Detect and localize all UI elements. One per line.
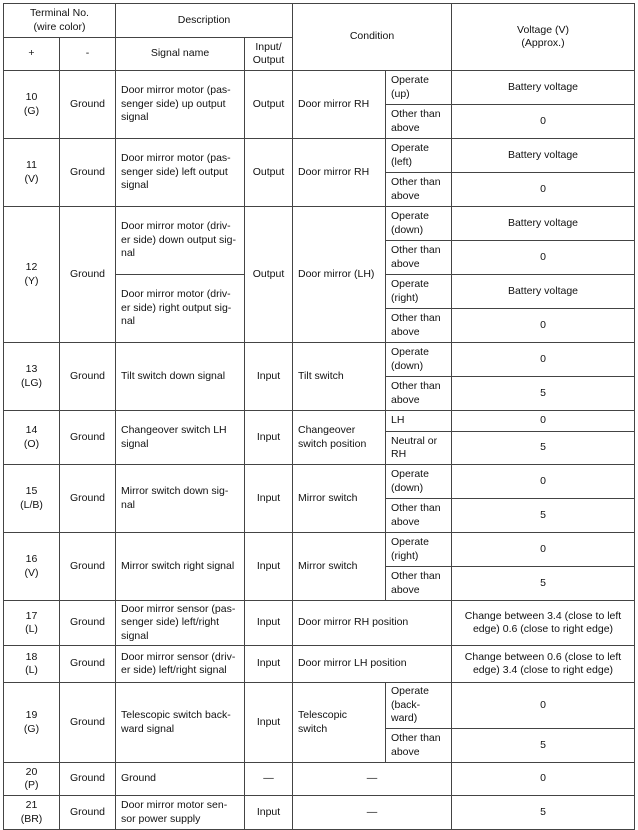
voltage-cell: 5 <box>452 377 635 411</box>
io-cell: Output <box>245 207 293 343</box>
table-row <box>4 533 635 567</box>
condition-cell: Door mirror RH position <box>293 601 452 646</box>
ground-cell: Ground <box>60 533 116 601</box>
table-row <box>4 343 635 377</box>
table-row <box>4 207 635 241</box>
voltage-cell: 5 <box>452 499 635 533</box>
sub-condition-cell: Operate (down) <box>386 207 452 241</box>
condition-cell: Telescopic switch <box>293 683 386 763</box>
terminal-cell: 16 (V) <box>4 533 60 601</box>
signal-name-cell: Changeover switch LH signal <box>116 411 245 465</box>
voltage-cell: 0 <box>452 763 635 796</box>
signal-name-cell: Door mirror sensor (pas- senger side) left/right signal <box>116 601 245 646</box>
io-cell: Input <box>245 601 293 646</box>
io-cell: Input <box>245 411 293 465</box>
ground-cell: Ground <box>60 465 116 533</box>
voltage-cell: 0 <box>452 533 635 567</box>
ground-cell: Ground <box>60 207 116 343</box>
voltage-cell: 5 <box>452 567 635 601</box>
sub-condition-cell: Operate (down) <box>386 465 452 499</box>
voltage-cell: Battery voltage <box>452 71 635 105</box>
terminal-cell: 17 (L) <box>4 601 60 646</box>
ground-cell: Ground <box>60 343 116 411</box>
condition-cell: Changeover switch position <box>293 411 386 465</box>
condition-cell: Tilt switch <box>293 343 386 411</box>
voltage-cell: Change between 0.6 (close to left edge) 3.4 (close to right edge) <box>452 646 635 683</box>
io-cell: Input <box>245 796 293 830</box>
condition-cell: Mirror switch <box>293 533 386 601</box>
signal-name-cell: Door mirror motor sen- sor power supply <box>116 796 245 830</box>
header-signal-name: Signal name <box>116 38 245 71</box>
terminal-cell: 13 (LG) <box>4 343 60 411</box>
ground-cell: Ground <box>60 763 116 796</box>
terminal-cell: 12 (Y) <box>4 207 60 343</box>
sub-condition-cell: Operate (down) <box>386 343 452 377</box>
terminal-cell: 15 (L/B) <box>4 465 60 533</box>
io-cell: Input <box>245 533 293 601</box>
sub-condition-cell: Neutral or RH <box>386 432 452 465</box>
sub-condition-cell: Other than above <box>386 105 452 139</box>
condition-cell: — <box>293 763 452 796</box>
signal-name-cell: Door mirror motor (pas- senger side) left output signal <box>116 139 245 207</box>
terminal-cell: 18 (L) <box>4 646 60 683</box>
table-row <box>4 796 635 830</box>
sub-condition-cell: Other than above <box>386 567 452 601</box>
ground-cell: Ground <box>60 601 116 646</box>
io-cell: Input <box>245 646 293 683</box>
terminal-cell: 10 (G) <box>4 71 60 139</box>
io-cell: Input <box>245 343 293 411</box>
io-cell: Input <box>245 683 293 763</box>
table-row <box>4 465 635 499</box>
table-row <box>4 139 635 173</box>
terminal-cell: 11 (V) <box>4 139 60 207</box>
sub-condition-cell: Other than above <box>386 377 452 411</box>
io-cell: Output <box>245 139 293 207</box>
sub-condition-cell: Other than above <box>386 499 452 533</box>
voltage-cell: 0 <box>452 309 635 343</box>
voltage-cell: Change between 3.4 (close to left edge) 0.6 (close to right edge) <box>452 601 635 646</box>
table-row <box>4 646 635 683</box>
header-input-output: Input/ Output <box>245 38 293 71</box>
ground-cell: Ground <box>60 139 116 207</box>
header-minus: - <box>60 38 116 71</box>
header-voltage: Voltage (V) (Approx.) <box>452 4 635 71</box>
ground-cell: Ground <box>60 646 116 683</box>
terminal-cell: 14 (O) <box>4 411 60 465</box>
signal-name-cell: Door mirror sensor (driv- er side) left/right signal <box>116 646 245 683</box>
header-plus: + <box>4 38 60 71</box>
io-cell: — <box>245 763 293 796</box>
table-row <box>4 411 635 432</box>
voltage-cell: 5 <box>452 432 635 465</box>
table-row <box>4 683 635 729</box>
header-condition: Condition <box>293 4 452 71</box>
voltage-cell: Battery voltage <box>452 139 635 173</box>
table-row <box>4 71 635 105</box>
voltage-cell: Battery voltage <box>452 275 635 309</box>
ground-cell: Ground <box>60 411 116 465</box>
signal-name-cell: Door mirror motor (driv- er side) down output sig- nal <box>116 207 245 275</box>
voltage-cell: 0 <box>452 683 635 729</box>
signal-name-cell: Ground <box>116 763 245 796</box>
voltage-cell: 5 <box>452 796 635 830</box>
header-description: Description <box>116 4 293 38</box>
terminal-cell: 20 (P) <box>4 763 60 796</box>
condition-cell: Mirror switch <box>293 465 386 533</box>
ground-cell: Ground <box>60 796 116 830</box>
sub-condition-cell: Other than above <box>386 729 452 763</box>
condition-cell: Door mirror RH <box>293 71 386 139</box>
condition-cell: Door mirror (LH) <box>293 207 386 343</box>
ground-cell: Ground <box>60 683 116 763</box>
header-terminal-no: Terminal No. (wire color) <box>4 4 116 38</box>
signal-name-cell: Door mirror motor (pas- senger side) up output signal <box>116 71 245 139</box>
sub-condition-cell: Operate (right) <box>386 533 452 567</box>
voltage-cell: 5 <box>452 729 635 763</box>
terminal-cell: 21 (BR) <box>4 796 60 830</box>
terminal-cell: 19 (G) <box>4 683 60 763</box>
sub-condition-cell: Other than above <box>386 309 452 343</box>
sub-condition-cell: Operate (up) <box>386 71 452 105</box>
signal-name-cell: Mirror switch right signal <box>116 533 245 601</box>
sub-condition-cell: Other than above <box>386 173 452 207</box>
sub-condition-cell: Operate (back- ward) <box>386 683 452 729</box>
condition-cell: — <box>293 796 452 830</box>
voltage-cell: 0 <box>452 343 635 377</box>
voltage-cell: 0 <box>452 173 635 207</box>
signal-name-cell: Telescopic switch back- ward signal <box>116 683 245 763</box>
voltage-cell: 0 <box>452 465 635 499</box>
voltage-cell: 0 <box>452 241 635 275</box>
sub-condition-cell: LH <box>386 411 452 432</box>
io-cell: Output <box>245 71 293 139</box>
condition-cell: Door mirror RH <box>293 139 386 207</box>
voltage-cell: Battery voltage <box>452 207 635 241</box>
voltage-cell: 0 <box>452 411 635 432</box>
signal-name-cell: Door mirror motor (driv- er side) right output sig- nal <box>116 275 245 343</box>
table-row <box>4 763 635 796</box>
ground-cell: Ground <box>60 71 116 139</box>
sub-condition-cell: Operate (right) <box>386 275 452 309</box>
sub-condition-cell: Operate (left) <box>386 139 452 173</box>
io-cell: Input <box>245 465 293 533</box>
condition-cell: Door mirror LH position <box>293 646 452 683</box>
terminal-table <box>3 3 635 830</box>
header-row-1 <box>4 4 635 38</box>
signal-name-cell: Tilt switch down signal <box>116 343 245 411</box>
sub-condition-cell: Other than above <box>386 241 452 275</box>
voltage-cell: 0 <box>452 105 635 139</box>
signal-name-cell: Mirror switch down sig- nal <box>116 465 245 533</box>
table-row <box>4 601 635 646</box>
